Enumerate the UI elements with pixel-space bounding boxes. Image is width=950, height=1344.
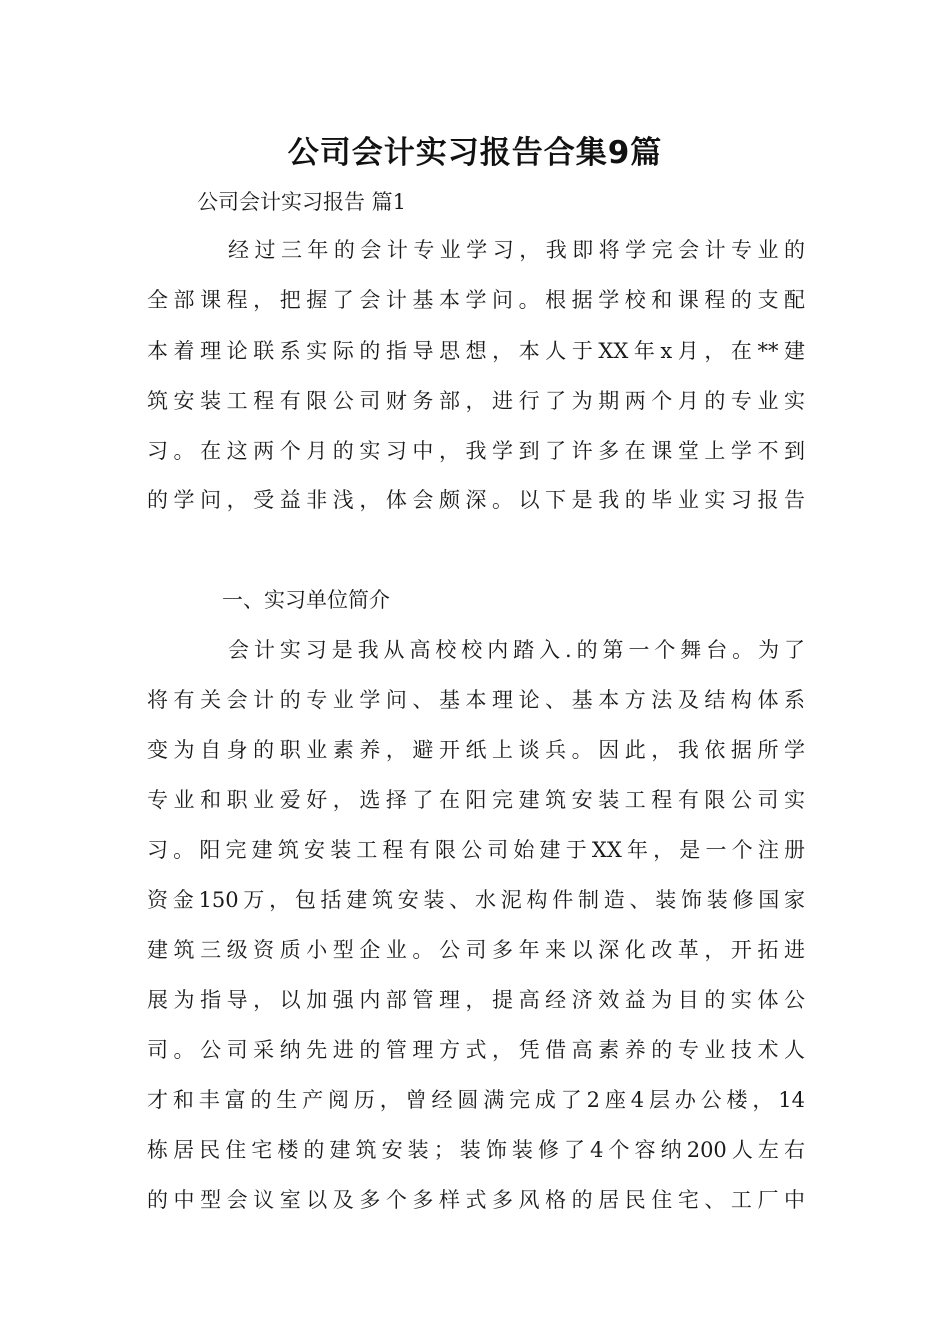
document-title: 公司会计实习报告合集9篇 — [287, 135, 663, 171]
paragraph-line: 展为指导，以加强内部管理，提高经济效益为目的实体公 — [147, 988, 805, 1012]
paragraph-line: 栋居民住宅楼的建筑安装；装饰装修了4个容纳200人左右 — [147, 1138, 805, 1162]
paragraph-line: 专业和职业爱好，选择了在阳完建筑安装工程有限公司实 — [147, 788, 805, 812]
paragraph-line: 习。在这两个月的实习中，我学到了许多在课堂上学不到 — [147, 439, 805, 463]
paragraph-line: 本着理论联系实际的指导思想，本人于XX年x月，在**建 — [147, 339, 805, 363]
paragraph-line: 建筑三级资质小型企业。公司多年来以深化改革，开拓进 — [147, 938, 805, 962]
paragraph-line: 筑安装工程有限公司财务部，进行了为期两个月的专业实 — [147, 389, 805, 413]
paragraph-line: 经过三年的会计专业学习，我即将学完会计专业的 — [228, 238, 805, 262]
section-heading: 一、实习单位简介 — [222, 588, 390, 612]
paragraph-line: 将有关会计的专业学问、基本理论、基本方法及结构体系 — [147, 688, 805, 712]
paragraph-line: 资金150万，包括建筑安装、水泥构件制造、装饰装修国家 — [147, 888, 805, 912]
paragraph-line: 全部课程，把握了会计基本学问。根据学校和课程的支配 — [147, 288, 805, 312]
paragraph-line: 会计实习是我从高校校内踏入.的第一个舞台。为了 — [228, 638, 805, 662]
paragraph-line: 司。公司采纳先进的管理方式，凭借高素养的专业技术人 — [147, 1038, 805, 1062]
paragraph-line: 的中型会议室以及多个多样式多风格的居民住宅、工厂中 — [147, 1188, 805, 1212]
section-subtitle: 公司会计实习报告 篇1 — [197, 190, 407, 214]
paragraph-line: 才和丰富的生产阅历，曾经圆满完成了2座4层办公楼，14 — [147, 1088, 805, 1112]
paragraph-line: 变为自身的职业素养，避开纸上谈兵。因此，我依据所学 — [147, 738, 805, 762]
paragraph-line: 习。阳完建筑安装工程有限公司始建于XX年，是一个注册 — [147, 838, 805, 862]
paragraph-line: 的学问，受益非浅，体会颇深。以下是我的毕业实习报告 — [147, 488, 805, 512]
